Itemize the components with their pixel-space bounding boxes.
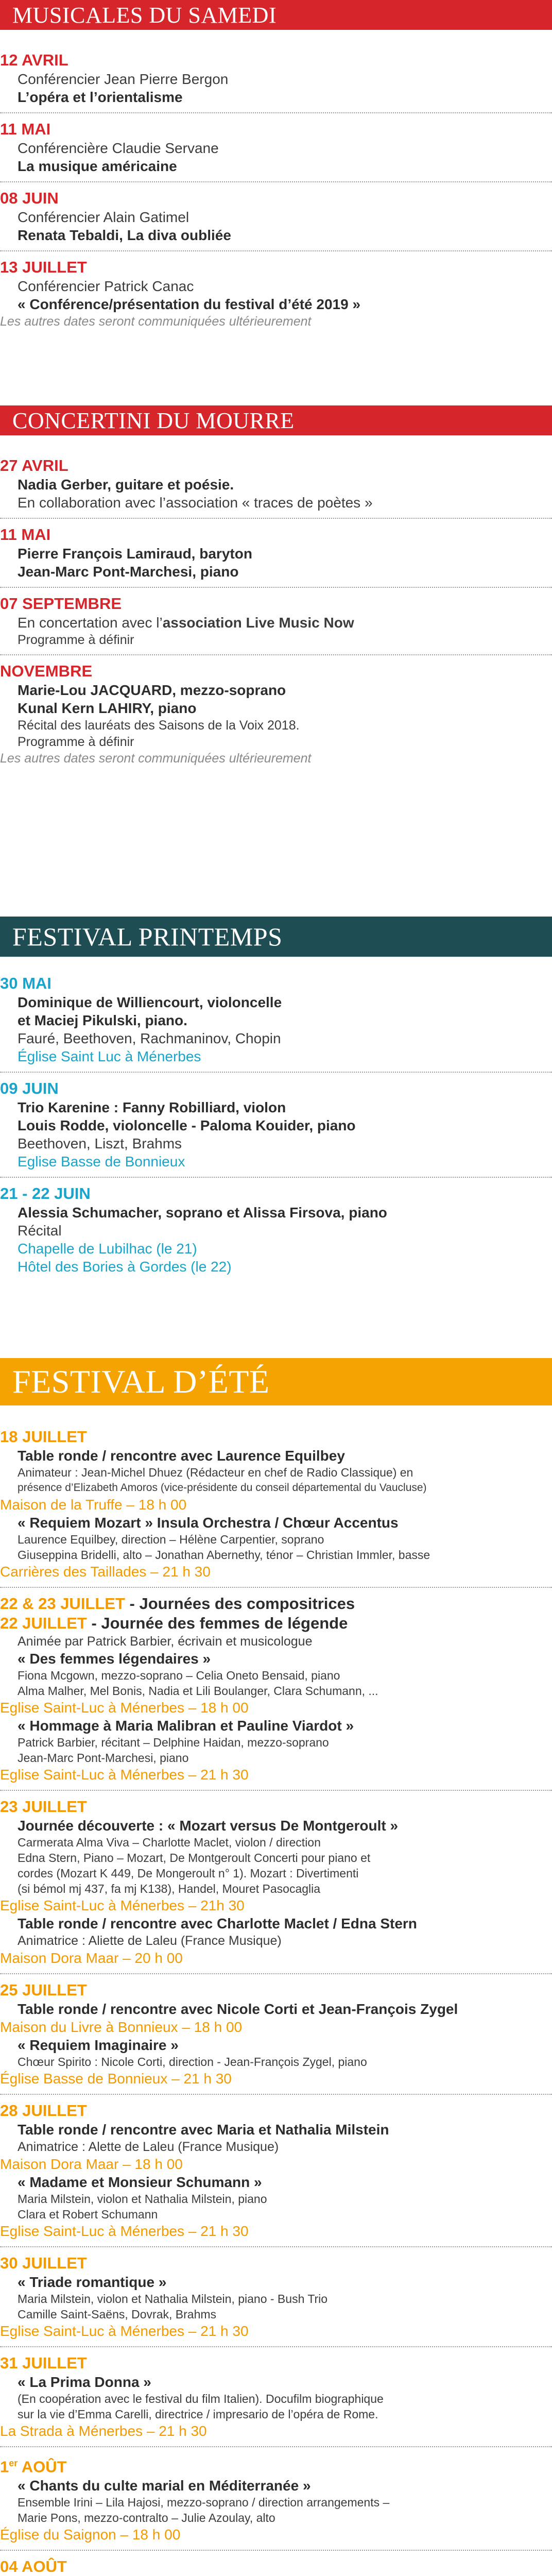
dotted-divider — [0, 2446, 552, 2447]
event-date: 07 SEPTEMBRE — [0, 595, 122, 613]
event-date: 13 JUILLET — [0, 258, 87, 276]
event-item — [0, 1427, 552, 1581]
dotted-divider — [0, 181, 552, 182]
event-item — [0, 189, 552, 244]
event-venue: Eglise Saint-Luc à Ménerbes – 21h 30 — [0, 1897, 245, 1913]
event-line-part: En concertation avec l’ — [18, 615, 163, 631]
event-title: Trio Karenine : Fanny Robilliard, violon — [18, 1099, 286, 1115]
section-banner-musicales — [0, 0, 552, 30]
event-line: Camille Saint-Saëns, Dovrak, Brahms — [18, 2308, 217, 2321]
event-line: Fiona Mcgown, mezzo-soprano – Celia Oneto Bensaid, piano — [18, 1669, 340, 1682]
event-line: (si bémol mj 437, fa mj K138), Handel, Mouret Pasocaglia — [18, 1882, 321, 1895]
event-title: Nadia Gerber, guitare et poésie. — [18, 477, 234, 493]
event-item — [0, 50, 552, 106]
event-title: « Requiem Imaginaire » — [18, 2037, 179, 2053]
event-line: En collaboration avec l’association « traces de poètes » — [18, 495, 373, 511]
event-title: Dominique de Williencourt, violoncelle — [18, 994, 282, 1010]
event-line: Programme à définir — [18, 633, 134, 647]
dotted-divider — [0, 587, 552, 588]
section-title: MUSICALES DU SAMEDI — [12, 2, 277, 28]
section-title: FESTIVAL D’ÉTÉ — [12, 1363, 270, 1400]
event-title: « Triade romantique » — [18, 2274, 167, 2290]
event-title: « Requiem Mozart » Insula Orchestra / Chœur Accentus — [18, 1515, 399, 1531]
event-date: 21 - 22 JUIN — [0, 1184, 91, 1202]
dotted-divider — [0, 2346, 552, 2347]
event-title: Louis Rodde, violoncelle - Paloma Kouider, piano — [18, 1117, 356, 1133]
event-title: Table ronde / rencontre avec Nicole Corti et Jean-François Zygel — [18, 2001, 458, 2017]
event-title: Renata Tebaldi, La diva oubliée — [18, 227, 231, 243]
dotted-divider — [0, 2246, 552, 2247]
event-line: Marie Pons, mezzo-contralto – Julie Azoulay, alto — [18, 2511, 275, 2525]
event-item — [0, 974, 552, 1065]
event-title: Pierre François Lamiraud, baryton — [18, 546, 252, 562]
event-title: et Maciej Pikulski, piano. — [18, 1012, 187, 1028]
event-venue: Eglise Saint-Luc à Ménerbes – 21 h 30 — [0, 1767, 249, 1783]
event-venue: Église du Saignon – 18 h 00 — [0, 2527, 181, 2543]
event-date-suffix: - Journée des femmes de légende — [87, 1614, 348, 1632]
event-line: Récital — [18, 1223, 62, 1239]
dotted-divider — [0, 1587, 552, 1588]
event-line: cordes (Mozart K 449, De Mongeroult n° 1). Mozart : Divertimenti — [18, 1867, 359, 1880]
dotted-divider — [0, 654, 552, 655]
event-venue: Maison de la Truffe – 18 h 00 — [0, 1497, 187, 1513]
dotted-divider — [0, 1177, 552, 1178]
ete-list — [0, 1427, 552, 2576]
event-line: Patrick Barbier, récitant – Delphine Haidan, mezzo-soprano — [18, 1736, 329, 1749]
event-line: Récital des lauréats des Saisons de la Voix 2018. — [18, 718, 300, 733]
event-date — [0, 2453, 552, 2477]
event-venue: Église Basse de Bonnieux – 21 h 30 — [0, 2071, 232, 2087]
event-title: Journée découverte : « Mozart versus De Montgeroult » — [18, 1818, 399, 1834]
event-venue: La Strada à Ménerbes – 21 h 30 — [0, 2423, 207, 2439]
event-title: « Des femmes légendaires » — [18, 1651, 211, 1667]
event-item — [0, 2353, 552, 2440]
event-title: « Hommage à Maria Malibran et Pauline Viardot » — [18, 1718, 354, 1734]
dotted-divider — [0, 112, 552, 113]
event-date: 04 AOÛT — [0, 2557, 67, 2576]
concertini-list — [0, 456, 552, 767]
event-title: « Chants du culte marial en Méditerranée » — [18, 2478, 311, 2494]
event-date: 18 JUILLET — [0, 1428, 87, 1446]
event-line: Animatrice : Aliette de Laleu (France Musique) — [18, 1934, 282, 1948]
event-item — [0, 594, 552, 648]
event-venue: Maison Dora Maar – 18 h 00 — [0, 2156, 183, 2172]
printemps-list — [0, 974, 552, 1276]
event-line: Conférencier Jean Pierre Bergon — [18, 71, 229, 87]
event-item — [0, 120, 552, 175]
section-title: CONCERTINI DU MOURRE — [12, 408, 295, 433]
event-line: Edna Stern, Piano – Mozart, De Montgeroult Concerti pour piano et — [18, 1851, 371, 1865]
event-date: 30 JUILLET — [0, 2254, 87, 2272]
event-title: La musique américaine — [18, 158, 177, 174]
event-date-text: 1 — [0, 2458, 9, 2476]
event-line: sur la vie d’Emma Carelli, directrice / impresario de l’opéra de Rome. — [18, 2408, 378, 2421]
event-title: Marie-Lou JACQUARD, mezzo-soprano — [18, 682, 286, 698]
event-line: Jean-Marc Pont-Marchesi, piano — [18, 1751, 189, 1765]
dotted-divider — [0, 518, 552, 519]
event-date: 25 JUILLET — [0, 1981, 87, 1999]
event-date: 08 JUIN — [0, 189, 59, 207]
event-title: Table ronde / rencontre avec Laurence Equilbey — [18, 1448, 345, 1464]
event-date — [0, 1614, 552, 1633]
event-line: Maria Milstein, violon et Nathalia Milstein, piano - Bush Trio — [18, 2292, 328, 2306]
event-line: Laurence Equilbey, direction – Hélène Carpentier, soprano — [18, 1533, 324, 1546]
event-date: NOVEMBRE — [0, 662, 93, 680]
event-line: (En coopération avec le festival du film Italien). Docufilm biographique — [18, 2392, 384, 2405]
event-venue: Eglise Basse de Bonnieux — [18, 1154, 185, 1170]
event-date-text: 22 & 23 JUILLET — [0, 1595, 125, 1613]
event-date: 31 JUILLET — [0, 2354, 87, 2372]
dotted-divider — [0, 2094, 552, 2095]
event-venue: Hôtel des Bories à Gordes (le 22) — [18, 1259, 232, 1275]
section-note: Les autres dates seront communiquées ultérieurement — [0, 751, 312, 766]
event-line: Giuseppina Bridelli, alto – Jonathan Abernethy, ténor – Christian Immler, basse — [18, 1548, 430, 1562]
event-item — [0, 1184, 552, 1276]
event-title: « Madame et Monsieur Schumann » — [18, 2174, 262, 2190]
event-line: Animée par Patrick Barbier, écrivain et musicologue — [18, 1634, 313, 1649]
event-date-text: 22 JUILLET — [0, 1614, 87, 1632]
section-title: FESTIVAL PRINTEMPS — [12, 922, 283, 951]
section-banner-printemps — [0, 917, 552, 957]
event-item — [0, 2253, 552, 2340]
event-line: Carmerata Alma Viva – Charlotte Maclet, violon / direction — [18, 1836, 321, 1849]
event-line: Clara et Robert Schumann — [18, 2208, 158, 2221]
event-line: Conférencier Alain Gatimel — [18, 209, 189, 225]
event-item — [0, 456, 552, 512]
event-line: Conférencier Patrick Canac — [18, 278, 194, 294]
section-banner-ete — [0, 1358, 552, 1405]
event-line-bold-part: association Live Music Now — [162, 615, 354, 631]
event-line: Animateur : Jean-Michel Dhuez (Rédacteur en chef de Radio Classique) en — [18, 1466, 413, 1479]
event-date: 23 JUILLET — [0, 1798, 87, 1816]
event-date: 11 MAI — [0, 526, 51, 544]
event-line: Fauré, Beethoven, Rachmaninov, Chopin — [18, 1030, 281, 1046]
musicales-list — [0, 50, 552, 330]
event-title: Table ronde / rencontre avec Maria et Nathalia Milstein — [18, 2122, 389, 2138]
dotted-divider — [0, 1790, 552, 1791]
event-venue: Eglise Saint-Luc à Ménerbes – 21 h 30 — [0, 2223, 249, 2239]
event-item — [0, 1797, 552, 1967]
event-date: 11 MAI — [0, 120, 51, 138]
event-item — [0, 258, 552, 313]
event-item — [0, 2453, 552, 2544]
event-item — [0, 662, 552, 750]
event-line: Ensemble Irini – Lila Hajosi, mezzo-soprano / direction arrangements – — [18, 2496, 390, 2510]
event-item — [0, 2101, 552, 2240]
dotted-divider — [0, 1072, 552, 1073]
event-item — [0, 1980, 552, 2088]
event-title: Alessia Schumacher, soprano et Alissa Firsova, piano — [18, 1205, 387, 1221]
event-venue: Eglise Saint-Luc à Ménerbes – 18 h 00 — [0, 1700, 249, 1716]
event-venue: Eglise Saint-Luc à Ménerbes – 21 h 30 — [0, 2323, 249, 2339]
event-venue: Maison du Livre à Bonnieux – 18 h 00 — [0, 2019, 243, 2035]
section-banner-concertini — [0, 405, 552, 435]
event-venue: Chapelle de Lubilhac (le 21) — [18, 1241, 197, 1257]
event-date-suffix: AOÛT — [18, 2458, 67, 2476]
event-venue: Carrières des Taillades – 21 h 30 — [0, 1564, 211, 1580]
event-line: Programme à définir — [18, 735, 134, 749]
event-date-sup: er — [9, 2458, 18, 2468]
event-line: Alma Malher, Mel Bonis, Nadia et Lili Boulanger, Clara Schumann, ... — [18, 1684, 378, 1698]
event-title: Jean-Marc Pont-Marchesi, piano — [18, 564, 239, 580]
event-title: Kunal Kern LAHIRY, piano — [18, 700, 197, 716]
event-item — [0, 1079, 552, 1171]
event-date-suffix: - Journées des compositrices — [125, 1595, 355, 1613]
event-date — [0, 1594, 552, 1614]
event-item — [0, 2557, 552, 2576]
event-date: 28 JUILLET — [0, 2102, 87, 2120]
event-item — [0, 1594, 552, 1784]
event-line — [0, 614, 552, 632]
event-date: 09 JUIN — [0, 1079, 59, 1097]
event-date: 30 MAI — [0, 974, 51, 992]
event-venue: Maison Dora Maar – 20 h 00 — [0, 1950, 183, 1966]
event-line: Animatrice : Alette de Laleu (France Musique) — [18, 2140, 279, 2154]
event-date: 12 AVRIL — [0, 51, 68, 69]
dotted-divider — [0, 250, 552, 251]
event-line: présence d’Elizabeth Amoros (vice-présidente du conseil départemental du Vaucluse) — [18, 1482, 427, 1494]
event-title: « Conférence/présentation du festival d’été 2019 » — [18, 296, 361, 312]
event-item — [0, 525, 552, 581]
event-venue: Église Saint Luc à Ménerbes — [18, 1048, 201, 1064]
event-line: Maria Milstein, violon et Nathalia Milstein, piano — [18, 2192, 267, 2206]
event-line: Beethoven, Liszt, Brahms — [18, 1136, 182, 1151]
event-title: L’opéra et l’orientalisme — [18, 89, 183, 105]
section-note: Les autres dates seront communiquées ultérieurement — [0, 314, 312, 329]
event-title: Table ronde / rencontre avec Charlotte Maclet / Edna Stern — [18, 1916, 417, 1931]
event-date: 27 AVRIL — [0, 456, 68, 474]
dotted-divider — [0, 1973, 552, 1974]
event-line: Conférencière Claudie Servane — [18, 140, 219, 156]
event-title: « La Prima Donna » — [18, 2374, 151, 2390]
event-line: Chœur Spirito : Nicole Corti, direction - Jean-François Zygel, piano — [18, 2055, 367, 2069]
dotted-divider — [0, 2550, 552, 2551]
